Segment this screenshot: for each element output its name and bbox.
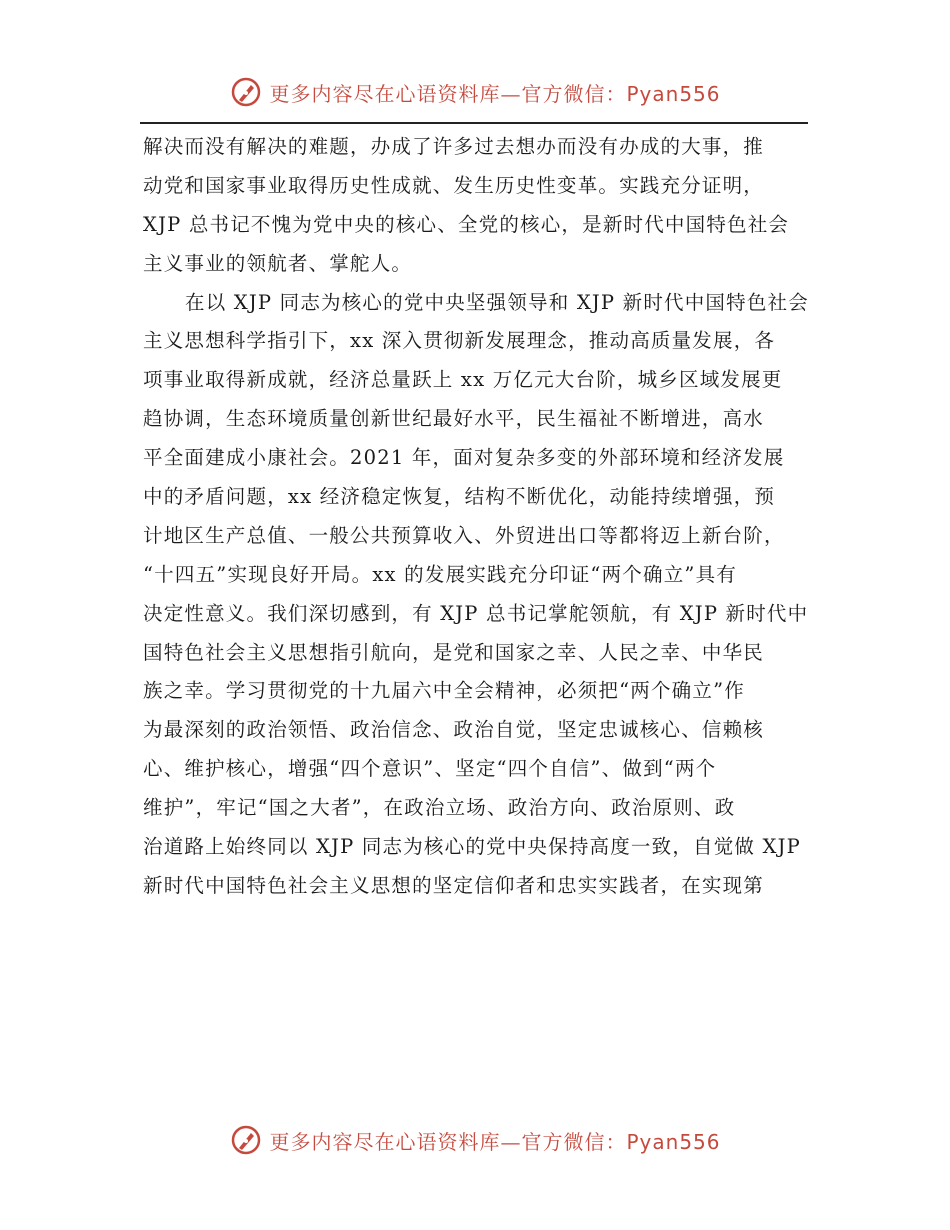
text-line: 维护”，牢记“国之大者”，在政治立场、政治方向、政治原则、政 [143,796,736,820]
footer-wechat-label: 官方微信： [521,1129,627,1154]
footer-wechat-id: Pyan556 [626,1129,721,1154]
text-line: 新时代中国特色社会主义思想的坚定信仰者和忠实实践者，在实现第 [143,873,765,897]
header-brand: 更多内容尽在心语资料库 [269,81,501,106]
footer-text [269,1126,720,1155]
text-line: 在以 XJP 同志为核心的党中央坚强领导和 XJP 新时代中国特色社会 [185,290,809,314]
document-body [143,128,811,906]
header-banner [0,72,950,112]
text-line: 心、维护核心，增强“四个意识”、坚定“四个自信”、做到“两个 [143,757,717,781]
text-line: 族之幸。学习贯彻党的十九届六中全会精神，必须把“两个确立”作 [143,679,745,703]
text-line: “十四五”实现良好开局。xx 的发展实践充分印证“两个确立”具有 [143,562,737,586]
text-line: 趋协调，生态环境质量创新世纪最好水平，民生福祉不断增进，高水 [143,407,765,431]
header-text [269,78,720,107]
text-line: 解决而没有解决的难题，办成了许多过去想办而没有办成的大事，推 [143,135,765,158]
pen-logo-icon [229,75,263,109]
header-rule [140,122,808,124]
text-line: 国特色社会主义思想指引航向，是党和国家之幸、人民之幸、中华民 [143,640,765,664]
header-sep: — [500,81,522,106]
text-line: 平全面建成小康社会。2021 年，面对复杂多变的外部环境和经济发展 [143,446,785,470]
text-line: XJP 总书记不愧为党中央的核心、全党的核心，是新时代中国特色社会 [143,212,790,236]
pen-logo-icon [229,1123,263,1157]
text-line: 项事业取得新成就，经济总量跃上 xx 万亿元大台阶，城乡区域发展更 [143,368,783,392]
text-line: 计地区生产总值、一般公共预算收入、外贸进出口等都将迈上新台阶， [143,523,785,547]
text-line: 为最深刻的政治领悟、政治信念、政治自觉，坚定忠诚核心、信赖核 [143,718,765,742]
text-line: 动党和国家事业取得历史性成就、发生历史性变革。实践充分证明， [143,173,765,197]
text-line: 主义事业的领航者、掌舵人。 [143,251,413,275]
text-line: 决定性意义。我们深切感到，有 XJP 总书记掌舵领航，有 XJP 新时代中 [143,601,809,625]
header-wechat-id: Pyan556 [626,81,721,106]
text-line: 中的矛盾问题，xx 经济稳定恢复，结构不断优化，动能持续增强，预 [143,485,776,509]
footer-brand: 更多内容尽在心语资料库 [269,1129,501,1154]
header-wechat-label: 官方微信： [521,81,627,106]
footer-banner [0,1120,950,1160]
text-line: 主义思想科学指引下，xx 深入贯彻新发展理念，推动高质量发展，各 [143,329,776,353]
footer-sep: — [500,1129,522,1154]
text-line: 治道路上始终同以 XJP 同志为核心的党中央保持高度一致，自觉做 XJP [143,835,801,859]
